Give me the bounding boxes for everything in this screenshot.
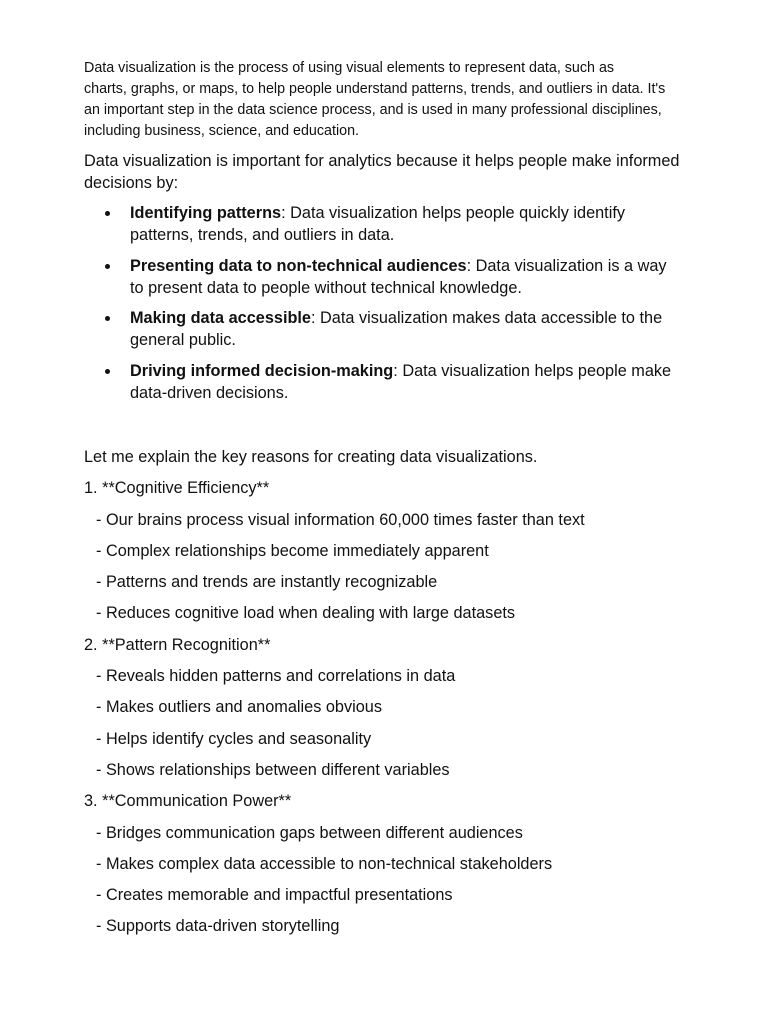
spacer bbox=[84, 412, 684, 446]
list-item bbox=[84, 255, 684, 299]
intro-paragraph bbox=[84, 58, 684, 142]
explain-line: Let me explain the key reasons for creating data visualizations. bbox=[84, 448, 538, 466]
section-item: - Supports data-driven storytelling bbox=[96, 917, 340, 936]
intro-rest: charts, graphs, or maps, to help people understand patterns, trends, and outliers in data. It's an important step in the data science process, and is used in many professional disciplines, including business, science, and education. bbox=[84, 81, 666, 139]
section-item: - Patterns and trends are instantly recognizable bbox=[96, 573, 438, 592]
section-heading: 1. **Cognitive Efficiency** bbox=[84, 479, 270, 498]
section-heading: 2. **Pattern Recognition** bbox=[84, 635, 271, 654]
section-item: - Reduces cognitive load when dealing with large datasets bbox=[96, 604, 516, 623]
list-item-title: Making data accessible bbox=[130, 309, 311, 327]
section-item: - Reveals hidden patterns and correlations in data bbox=[96, 667, 456, 686]
section-item: - Makes complex data accessible to non-technical stakeholders bbox=[96, 854, 553, 873]
list-item bbox=[84, 307, 684, 351]
benefits-list bbox=[84, 202, 684, 404]
bullet-icon bbox=[105, 316, 110, 321]
list-item-text: : Data visualization is a way to present data to people without technical knowledge. bbox=[130, 256, 667, 297]
section-item: - Creates memorable and impactful presentations bbox=[96, 886, 453, 905]
section-item: - Shows relationships between different variables bbox=[96, 760, 450, 779]
section-item: - Our brains process visual information 60,000 times faster than text bbox=[96, 510, 585, 529]
section-item: - Bridges communication gaps between different audiences bbox=[96, 823, 523, 842]
bullet-icon bbox=[105, 369, 110, 374]
section-item: - Helps identify cycles and seasonality bbox=[96, 729, 372, 748]
bullet-icon bbox=[105, 211, 110, 216]
importance-paragraph: Data visualization is important for analytics because it helps people make informed decisions by: bbox=[84, 152, 680, 192]
section-item: - Makes outliers and anomalies obvious bbox=[96, 698, 382, 717]
list-item-text: : Data visualization makes data accessible to the general public. bbox=[130, 309, 663, 349]
list-item-text: : Data visualization helps people make data-driven decisions. bbox=[130, 361, 672, 402]
list-item-text: : Data visualization helps people quickly identify patterns, trends, and outliers in data. bbox=[130, 204, 625, 244]
section-item: - Complex relationships become immediately apparent bbox=[96, 541, 489, 560]
list-item-title: Presenting data to non-technical audiences bbox=[130, 256, 467, 275]
section-heading: 3. **Communication Power** bbox=[84, 792, 292, 811]
list-item-title: Identifying patterns bbox=[130, 204, 282, 222]
list-item bbox=[84, 202, 684, 246]
list-item-title: Driving informed decision-making bbox=[130, 361, 394, 380]
list-item bbox=[84, 360, 684, 404]
intro-first-line: Data visualization is the process of using visual elements to represent data, such as bbox=[84, 60, 615, 76]
bullet-icon bbox=[105, 264, 110, 269]
document-page bbox=[84, 58, 684, 947]
